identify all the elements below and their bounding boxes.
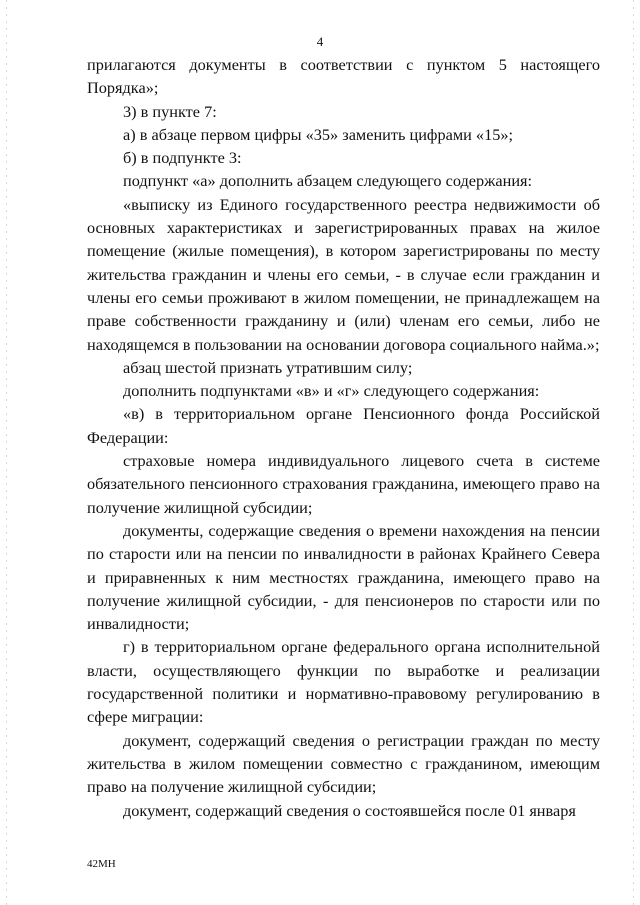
page-number: 4	[316, 34, 324, 49]
paragraph: а) в абзаце первом цифры «35» заменить цифрами «15»;	[123, 124, 514, 144]
paragraph: «в) в территориальном органе Пенсионного фонда Российской Федерации:	[87, 404, 600, 447]
paragraph: страховые номера индивидуального лицевого счета в системе обязательного пенсионного страхования гражданина, имеющего право на получение жилищной субсидии;	[87, 451, 600, 517]
paragraph: прилагаются документы в соответствии с пунктом 5 настоящего Порядка»;	[87, 55, 600, 98]
scan-edge-left	[6, 0, 7, 905]
document-body	[87, 53, 600, 822]
paragraph: подпункт «а» дополнить абзацем следующего содержания:	[123, 171, 533, 191]
paragraph: документы, содержащие сведения о времени нахождения на пенсии по старости или на пенсии по инвалидности в районах Крайнего Севера и приравненных к ним местностях гражданина, имеющего право на получение жилищной субсидии, - для пенсионеров по старости или по инвалидности;	[87, 520, 600, 634]
scan-edge-right	[633, 0, 634, 905]
paragraph: дополнить подпунктами «в» и «г» следующего содержания:	[123, 381, 540, 401]
document-code: 42МН	[87, 858, 116, 870]
paragraph: абзац шестой признать утратившим силу;	[123, 357, 413, 377]
paragraph: б) в подпункте 3:	[123, 148, 242, 168]
paragraph: г) в территориальном органе федерального органа исполнительной власти, осуществляющего функции по выработке и реализации государственной политики и нормативно-правовому регулированию в сфере миграции:	[87, 637, 600, 727]
paragraph: «выписку из Единого государственного реестра недвижимости об основных характеристиках и зарегистрированных правах на жилое помещение (жилые помещения), в котором зарегистрированы по месту жительства гражданин и члены его семьи, - в случае если гражданин и члены его семьи проживают в жилом помещении, не принадлежащем на праве собственности гражданину и (или) членам его семьи, либо не находящемся в пользовании на основании договора социального найма.»;	[87, 194, 600, 354]
paragraph: документ, содержащий сведения о состоявшейся после 01 января	[123, 800, 576, 820]
paragraph: документ, содержащий сведения о регистрации граждан по месту жительства в жилом помещении совместно с гражданином, имеющим право на получение жилищной субсидии;	[87, 730, 600, 797]
paragraph: 3) в пункте 7:	[123, 101, 217, 121]
